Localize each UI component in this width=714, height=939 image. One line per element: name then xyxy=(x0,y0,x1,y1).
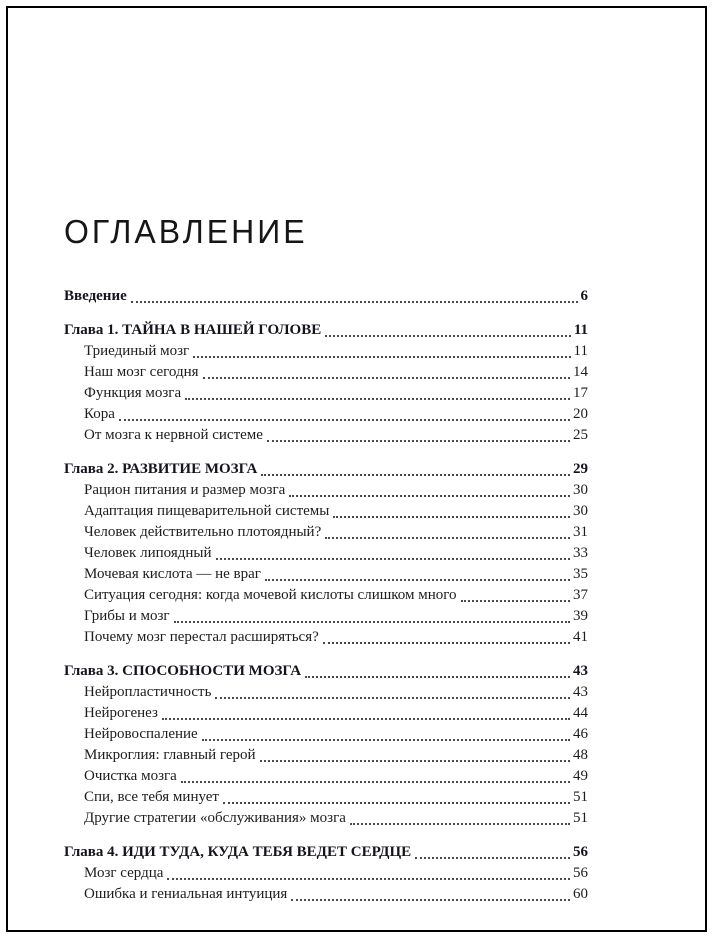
toc-sub-row xyxy=(64,383,588,404)
toc-sub-row xyxy=(64,863,588,884)
toc-list xyxy=(64,286,588,905)
toc-chapter-row xyxy=(64,320,588,341)
dot-leader xyxy=(181,781,570,783)
dot-leader xyxy=(203,377,570,379)
dot-leader xyxy=(216,558,571,560)
dot-leader xyxy=(261,474,570,476)
toc-sub-row xyxy=(64,404,588,425)
toc-entry-label: Функция мозга xyxy=(84,385,182,401)
toc-sub-row xyxy=(64,362,588,383)
toc-entry-label: Ошибка и гениальная интуиция xyxy=(84,886,288,902)
toc-entry-label: Глава 4. ИДИ ТУДА, КУДА ТЕБЯ ВЕДЕТ СЕРДЦЕ xyxy=(64,844,412,860)
toc-page-number: 43 xyxy=(573,663,588,679)
toc-page-number: 60 xyxy=(573,886,588,902)
toc-entry-label: Триединый мозг xyxy=(84,343,190,359)
toc-page-number: 51 xyxy=(573,789,588,805)
toc-entry-label: Нейровоспаление xyxy=(84,726,198,742)
toc-entry-label: Человек липоядный xyxy=(84,545,212,561)
toc-sub-row xyxy=(64,425,588,446)
dot-leader xyxy=(193,356,570,358)
dot-leader xyxy=(333,516,570,518)
dot-leader xyxy=(291,899,570,901)
toc-page-number: 20 xyxy=(573,406,588,422)
toc-page-number: 30 xyxy=(573,482,588,498)
toc-entry-label: Наш мозг сегодня xyxy=(84,364,199,380)
dot-leader xyxy=(461,600,570,602)
toc-page-number: 11 xyxy=(573,322,588,338)
toc-entry-label: Нейрогенез xyxy=(84,705,158,721)
toc-entry-label: Спи, все тебя минует xyxy=(84,789,219,805)
toc-page-number: 14 xyxy=(573,364,588,380)
toc-page-number: 35 xyxy=(573,566,588,582)
toc-entry-label: Ситуация сегодня: когда мочевой кислоты слишком много xyxy=(84,587,457,603)
toc-page-number: 41 xyxy=(573,629,588,645)
toc-chapter-row xyxy=(64,459,588,480)
toc-page-number: 48 xyxy=(573,747,588,763)
toc-page-number: 51 xyxy=(573,810,588,826)
dot-leader xyxy=(265,579,570,581)
toc-entry-label: Микроглия: главный герой xyxy=(84,747,256,763)
toc-entry-label: Почему мозг перестал расширяться? xyxy=(84,629,319,645)
toc-entry-label: Рацион питания и размер мозга xyxy=(84,482,286,498)
toc-chapter-row xyxy=(64,842,588,863)
dot-leader xyxy=(202,739,570,741)
toc-entry-label: Глава 1. ТАЙНА В НАШЕЙ ГОЛОВЕ xyxy=(64,322,322,338)
page-title: ОГЛАВЛЕНИЕ xyxy=(64,213,308,251)
dot-leader xyxy=(415,857,570,859)
toc-sub-row xyxy=(64,724,588,745)
toc-sub-row xyxy=(64,884,588,905)
toc-entry-label: Мозг сердца xyxy=(84,865,164,881)
toc-page-number: 56 xyxy=(573,844,588,860)
dot-leader xyxy=(267,440,570,442)
toc-page-number: 33 xyxy=(573,545,588,561)
dot-leader xyxy=(325,537,570,539)
toc-sub-row xyxy=(64,341,588,362)
toc-page-number: 46 xyxy=(573,726,588,742)
toc-page-number: 6 xyxy=(580,288,588,304)
toc-page-number: 11 xyxy=(573,343,588,359)
toc-sub-row xyxy=(64,787,588,808)
toc-content xyxy=(64,213,588,905)
toc-page-number: 56 xyxy=(573,865,588,881)
toc-sub-row xyxy=(64,627,588,648)
dot-leader xyxy=(305,676,570,678)
toc-sub-row xyxy=(64,808,588,829)
dot-leader xyxy=(162,718,570,720)
toc-entry-label: Адаптация пищеварительной системы xyxy=(84,503,330,519)
dot-leader xyxy=(323,642,570,644)
toc-page-number: 39 xyxy=(573,608,588,624)
toc-sub-row xyxy=(64,585,588,606)
toc-page-number: 29 xyxy=(573,461,588,477)
dot-leader xyxy=(174,621,570,623)
toc-entry-label: Мочевая кислота — не враг xyxy=(84,566,261,582)
dot-leader xyxy=(119,419,570,421)
toc-sub-row xyxy=(64,543,588,564)
dot-leader xyxy=(167,878,570,880)
toc-page-number: 17 xyxy=(573,385,588,401)
toc-entry-label: Введение xyxy=(64,288,127,304)
toc-sub-row xyxy=(64,745,588,766)
toc-entry-label: Глава 3. СПОСОБНОСТИ МОЗГА xyxy=(64,663,302,679)
toc-entry-label: Кора xyxy=(84,406,115,422)
toc-sub-row xyxy=(64,766,588,787)
dot-leader xyxy=(131,301,578,303)
dot-leader xyxy=(223,802,570,804)
toc-sub-row xyxy=(64,501,588,522)
toc-page-number: 44 xyxy=(573,705,588,721)
dot-leader xyxy=(325,335,571,337)
toc-sub-row xyxy=(64,564,588,585)
toc-page-number: 25 xyxy=(573,427,588,443)
toc-entry-label: От мозга к нервной системе xyxy=(84,427,263,443)
toc-entry-label: Грибы и мозг xyxy=(84,608,170,624)
toc-page-number: 49 xyxy=(573,768,588,784)
toc-entry-label: Глава 2. РАЗВИТИЕ МОЗГА xyxy=(64,461,258,477)
dot-leader xyxy=(215,697,570,699)
dot-leader xyxy=(289,495,570,497)
toc-sub-row xyxy=(64,480,588,501)
dot-leader xyxy=(185,398,570,400)
toc-chapter-row xyxy=(64,286,588,307)
toc-page-number: 43 xyxy=(573,684,588,700)
toc-page-number: 30 xyxy=(573,503,588,519)
toc-entry-label: Очистка мозга xyxy=(84,768,177,784)
toc-page-number: 37 xyxy=(573,587,588,603)
toc-entry-label: Человек действительно плотоядный? xyxy=(84,524,322,540)
toc-entry-label: Другие стратегии «обслуживания» мозга xyxy=(84,810,346,826)
dot-leader xyxy=(260,760,570,762)
toc-sub-row xyxy=(64,682,588,703)
dot-leader xyxy=(350,823,570,825)
toc-entry-label: Нейропластичность xyxy=(84,684,212,700)
toc-chapter-row xyxy=(64,661,588,682)
toc-sub-row xyxy=(64,522,588,543)
toc-sub-row xyxy=(64,606,588,627)
toc-page-number: 31 xyxy=(573,524,588,540)
toc-sub-row xyxy=(64,703,588,724)
